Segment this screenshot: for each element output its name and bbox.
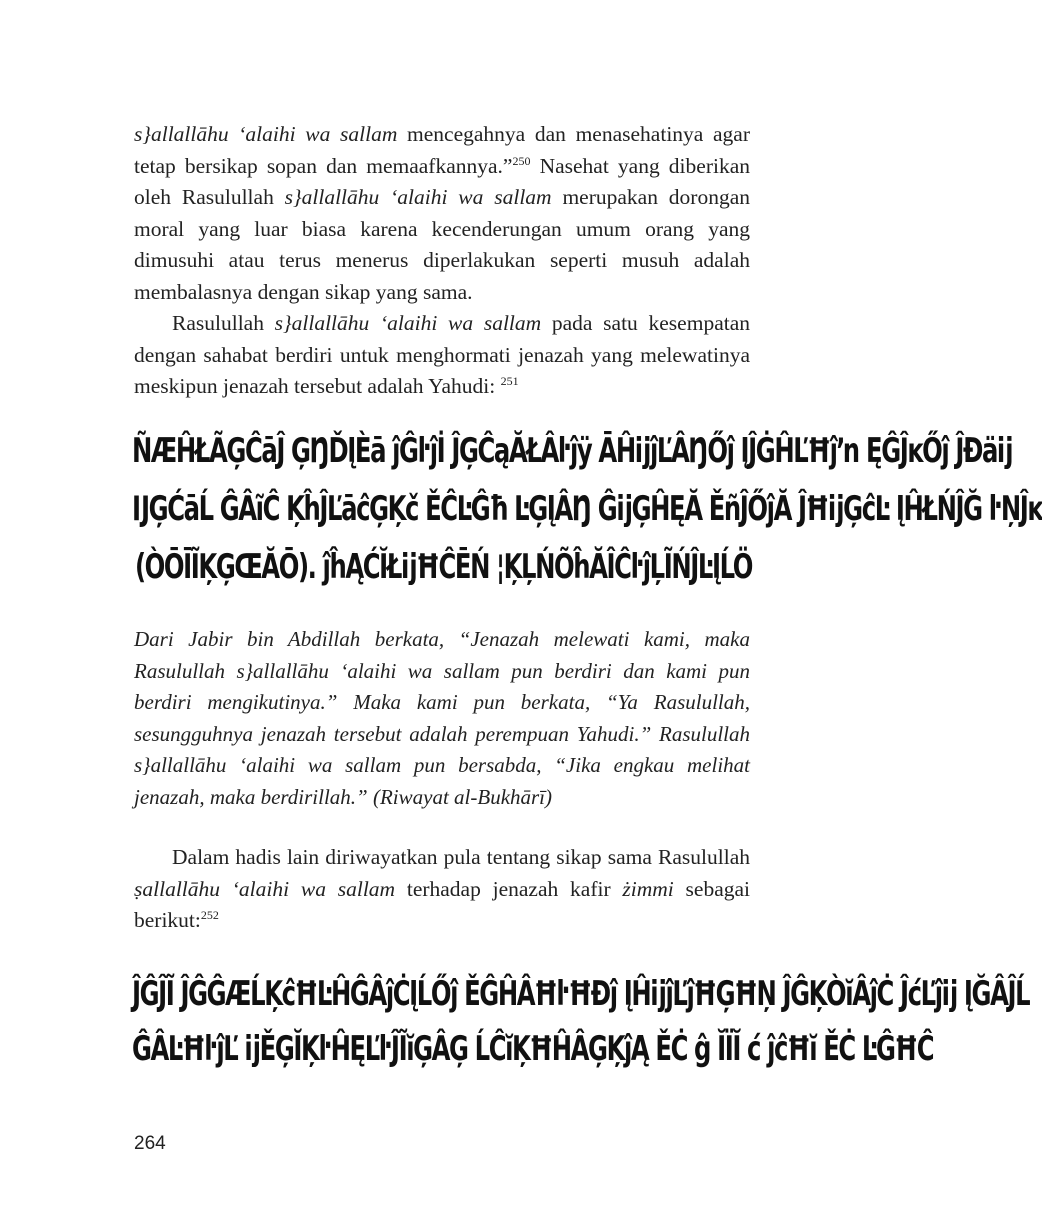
paragraph-2	[134, 308, 750, 403]
hadith-translation: Dari Jabir bin Abdillah berkata, “Jenazah melewati kami, maka Rasulullah s}allallāhu ‘alaihi wa sallam pun berdiri dan kami pun berdiri mengikutinya.” Maka kami pun berkata, “Ya Rasulullah, sesungguhnya jenazah tersebut adalah perempuan Yahudi.” Rasulullah s}allallāhu ‘alaihi wa sallam pun bersabda, “Jika engkau melihat jenazah, maka berdirillah.” (Riwayat al-Bukhārī)	[134, 627, 750, 809]
body-text-top	[134, 119, 750, 403]
arabic-hadith-2-line-2: ĜÂĿĦŀĵĽ ĳĚĢĬĶŀĤĘĽŀĴĨĭĢÂĢ ĹĈĭĶĦĤÂĢĶĵĄ ĚĊ ĝ ĬÏĬ ć ĵĉĦĭ ĚĊ ĿĜĦĈ	[132, 1030, 934, 1069]
text-run: mencegahnya dan menasehatinya agar tetap bersikap sopan dan memaafkannya.”	[134, 122, 750, 178]
text-run: merupakan dorongan moral yang luar biasa karena kecenderungan umum orang yang dimusuhi atau terus menerus diperlakukan seperti musuh adalah membalasnya dengan sikap yang sama.	[134, 185, 750, 304]
arabic-hadith-1-line-3: (ÒŌĪĨĶĢŒĂŌ). ĵĥĄĆĬŁĳĦĈĒŃ ¦ĶĻŃÕĥĂÎĈŀĵĻĨŃĴĿĮĹÖ	[134, 548, 752, 587]
arabic-hadith-1-line-1: ÑÆĤŁÃĢĈāĴ ĢŊĎĮÈā ĵĜŀĵİ ĴĢĈąĂŁÂŀĵÿ ĀĤĳĵĽÂŊŐĵ ĮĴĠĤĽĦĵŉ ĘĜĴĸŐĵ ĴÐäĳ	[132, 432, 1013, 471]
text-run: sebagai berikut:	[134, 876, 750, 932]
text-run: pada satu kesempatan dengan sahabat berdiri untuk menghormati jenazah yang melewatinya meskipun jenazah tersebut adalah Yahudi:	[134, 311, 750, 398]
text-run: Nasehat yang diberikan oleh Rasulullah	[134, 153, 750, 209]
footnote-ref-250[interactable]: 250	[512, 153, 531, 168]
italic-phrase: ṣallallāhu ‘alaihi wa sallam	[134, 876, 396, 901]
italic-phrase: s}allallāhu ‘alaihi wa sallam	[134, 122, 398, 146]
arabic-hadith-2-line-1: ĴĜĴĨ ĴĜĜÆĹĶĉĦĿĤĜÂĵĊĮĹŐĵ ĚĜĤÂĦŀĦÐĵ ĮĤĳĵĽĵĦĢĦŅ ĴĜĶÒĭÂĵĊ ĴćĽĵĳ ĮĞÂĴĹ	[132, 975, 1030, 1014]
italic-phrase: s}allallāhu ‘alaihi wa sallam	[284, 185, 552, 209]
body-text-bottom	[134, 842, 750, 937]
paragraph-3	[134, 842, 750, 937]
page-number: 264	[134, 1133, 166, 1154]
italic-phrase: s}allallāhu ‘alaihi wa sallam	[274, 311, 542, 335]
paragraph-1	[134, 119, 750, 308]
text-run: terhadap jenazah kafir	[395, 876, 623, 901]
italic-word: żimmi	[622, 876, 674, 901]
arabic-hadith-1-line-2: ĲĢĆāĹ ĜÂĩĈ ĶĥĴĽāĉĢĶč ĚĈĿĜħ ĿĢĮÂŊ ĜĳĢĤĘĂ ĚñĴŐĵĂ ĴĦĳĢĉĿ ĮĤŁŃĴĞ ŀŅĴĸ	[132, 490, 1042, 529]
footnote-ref-252[interactable]: 252	[200, 907, 219, 922]
text-run: Dalam hadis lain diriwayatkan pula tentang sikap sama Rasulullah	[172, 845, 750, 869]
text-run: Rasulullah	[172, 311, 275, 335]
footnote-ref-251[interactable]: 251	[500, 373, 519, 388]
